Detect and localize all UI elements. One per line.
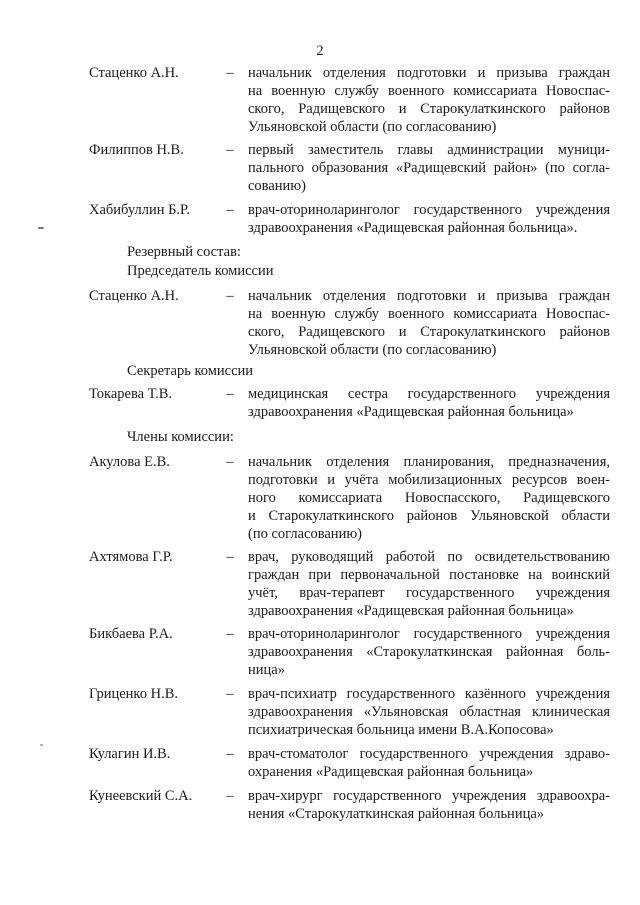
position-line: охранения «Радищевская районная больница» (248, 764, 534, 780)
position-line: ского, Радищевского и Старокулаткинского районов (248, 101, 610, 117)
position-line: сованию) (248, 178, 306, 194)
member-position (248, 787, 610, 823)
page-number: 2 (316, 43, 324, 59)
position-line: (по согласованию) (248, 526, 362, 542)
member-name: Стаценко А.Н. (89, 65, 179, 81)
position-line: ного комиссариата Новоспасского, Радищевского (248, 490, 610, 506)
entry-dash: – (226, 202, 234, 218)
position-line: учёт, врач-терапевт государственного учреждения (248, 585, 610, 601)
position-line: на военную службу военного комиссариата Новоспас- (248, 306, 610, 322)
member-position (248, 141, 610, 195)
position-line: подготовки и учёта мобилизационных ресурсов воен- (248, 472, 610, 488)
position-line: начальник отделения планирования, предназначения, (248, 454, 610, 470)
entry-dash: – (226, 686, 234, 702)
position-line: врач-хирург государственного учреждения здравоохра- (248, 788, 610, 804)
entry-dash: – (226, 746, 234, 762)
position-line: здравоохранения «Старокулаткинская районная боль- (248, 644, 610, 660)
member-position (248, 385, 610, 421)
member-name: Кулагин И.В. (89, 746, 171, 762)
position-line: и Старокулаткинского районов Ульяновской области (248, 508, 610, 524)
member-position (248, 685, 610, 739)
position-line: психиатрическая больница имени В.А.Копосова» (248, 722, 554, 738)
member-name: Ахтямова Г.Р. (89, 549, 173, 565)
member-position (248, 287, 610, 359)
entry-dash: – (226, 788, 234, 804)
position-line: нения «Старокулаткинская районная больница» (248, 806, 545, 822)
member-position (248, 64, 610, 136)
member-position (248, 745, 610, 781)
position-line: врач-стоматолог государственного учреждения здраво- (248, 746, 610, 762)
position-line: Ульяновской области (по согласованию) (248, 119, 497, 135)
entry-dash: – (226, 626, 234, 642)
position-line: врач-психиатр государственного казённого учреждения (248, 686, 610, 702)
member-name: Токарева Т.В. (89, 386, 173, 402)
position-line: начальник отделения подготовки и призыва граждан (248, 288, 610, 304)
member-name: Филиппов Н.В. (89, 142, 184, 158)
reserve-heading: Резервный состав: (127, 244, 241, 260)
position-line: граждан при первоначальной постановке на воинский (248, 567, 610, 583)
member-position (248, 548, 610, 620)
entry-dash: – (226, 549, 234, 565)
entry-dash: – (226, 288, 234, 304)
secretary-heading: Секретарь комиссии (127, 363, 254, 379)
member-name: Хабибуллин Б.Р. (89, 202, 190, 218)
scan-speck (40, 744, 43, 746)
position-line: на военную службу военного комиссариата Новоспас- (248, 83, 610, 99)
position-line: здравоохранения «Ульяновская областная клиническая (248, 704, 610, 720)
member-name: Стаценко А.Н. (89, 288, 179, 304)
position-line: начальник отделения подготовки и призыва граждан (248, 65, 610, 81)
entry-dash: – (226, 65, 234, 81)
member-position (248, 453, 610, 543)
position-line: врач-оториноларинголог государственного учреждения (248, 626, 610, 642)
position-line: врач, руководящий работой по освидетельствованию (248, 549, 610, 565)
member-name: Кунеевский С.А. (89, 788, 193, 804)
position-line: ница» (248, 662, 285, 678)
position-line: пального образования «Радищевский район» (по согла- (248, 160, 610, 176)
position-line: здравоохранения «Радищевская районная больница» (248, 404, 574, 420)
position-line: медицинская сестра государственного учреждения (248, 386, 610, 402)
member-position (248, 201, 610, 237)
position-line: Ульяновской области (по согласованию) (248, 342, 497, 358)
position-line: первый заместитель главы администрации муници- (248, 142, 610, 158)
position-line: здравоохранения «Радищевская районная больница» (248, 603, 574, 619)
entry-dash: – (226, 386, 234, 402)
position-line: врач-оториноларинголог государственного учреждения (248, 202, 610, 218)
members-heading: Члены комиссии: (127, 429, 234, 445)
position-line: здравоохранения «Радищевская районная больница». (248, 220, 578, 236)
entry-dash: – (226, 142, 234, 158)
member-name: Гриценко Н.В. (89, 686, 179, 702)
chairman-heading: Председатель комиссии (127, 263, 274, 279)
member-name: Бикбаева Р.А. (89, 626, 173, 642)
member-position (248, 625, 610, 679)
scan-speck (38, 227, 44, 229)
entry-dash: – (226, 454, 234, 470)
position-line: ского, Радищевского и Старокулаткинского районов (248, 324, 610, 340)
member-name: Акулова Е.В. (89, 454, 170, 470)
